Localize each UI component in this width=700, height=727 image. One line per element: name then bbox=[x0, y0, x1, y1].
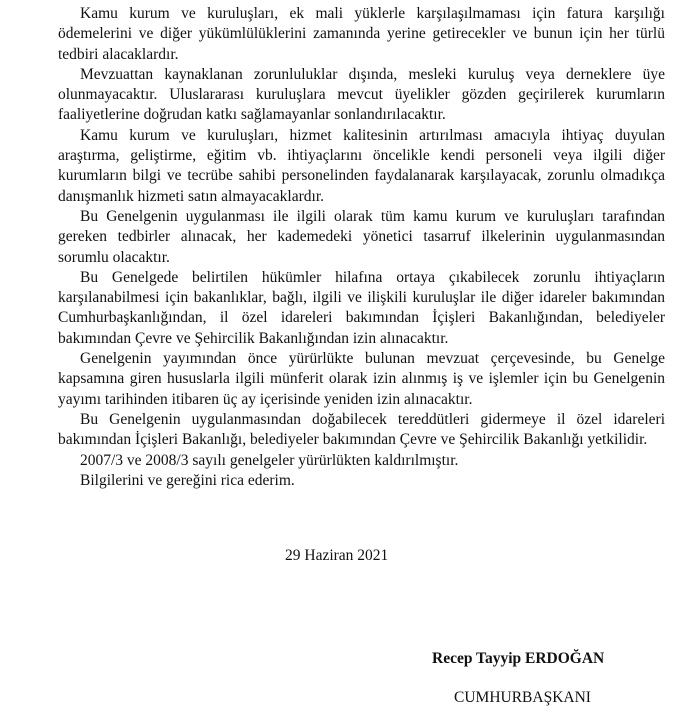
paragraph bbox=[58, 207, 665, 268]
text-line: kapsamına giren hususlarla ilgili münferit olarak izin alınmış iş ve işlemler için bu Genelgenin bbox=[58, 370, 665, 388]
text-line: Genelgenin yayımından önce yürürlükte bulunan mevzuat çerçevesinde, bu Genelge bbox=[80, 350, 665, 368]
text-line: faaliyetlerine doğrudan katkı sağlamayanlar sonlandırılacaktır. bbox=[58, 106, 446, 124]
text-line: yayımı tarihinden itibaren üç ay içerisinde yeniden izin alınacaktır. bbox=[58, 390, 473, 408]
paragraph bbox=[58, 268, 665, 349]
text-line: Kamu kurum ve kuruluşları, ek mali yüklerle karşılaşılmaması için fatura karşılığı bbox=[80, 5, 665, 22]
text-line: 2007/3 ve 2008/3 sayılı genelgeler yürürlükten kaldırılmıştır. bbox=[80, 451, 459, 469]
text-line: karşılanabilmesi için bakanlıklar, bağlı, ilgili ve ilişkili kuruluşlar ile diğer idareler bakımından bbox=[58, 289, 665, 307]
text-line: sorumlu olacaktır. bbox=[58, 248, 170, 266]
text-line: Cumhurbaşkanlığından, il özel idareleri bakımından İçişleri Bakanlığından, belediyeler bbox=[58, 309, 665, 327]
text-line: olunmayacaktır. Uluslararası kuruluşlara mevcut üyelikler gözden geçirilerek kurumların bbox=[58, 86, 665, 104]
text-line: kurumların bilgi ve tecrübe sahibi personelinden faydalanarak karşılayacak, zorunlu olmadıkça bbox=[58, 167, 665, 185]
paragraph bbox=[58, 65, 665, 126]
text-line: Bu Genelgenin uygulanmasından doğabilecek tereddütleri gidermeye il özel idareleri bbox=[80, 410, 665, 428]
paragraph bbox=[58, 451, 665, 471]
paragraph bbox=[58, 349, 665, 410]
paragraph bbox=[58, 4, 665, 65]
document-body bbox=[58, 4, 665, 491]
text-line: Bilgilerini ve gereğini rica ederim. bbox=[80, 471, 295, 489]
paragraph bbox=[58, 471, 665, 491]
paragraph bbox=[58, 410, 665, 451]
paragraph bbox=[58, 126, 665, 207]
text-line: tedbiri alacaklardır. bbox=[58, 45, 179, 63]
signatory-title: CUMHURBAŞKANI bbox=[454, 689, 591, 706]
text-line: ödemelerini ve diğer yükümlülüklerini zamanında yerine getirecekler ve bunun için her türlü bbox=[58, 25, 665, 43]
text-line: Bu Genelgede belirtilen hükümler hilafına ortaya çıkabilecek zorunlu ihtiyaçların bbox=[80, 268, 665, 286]
text-line: Kamu kurum ve kuruluşları, hizmet kalitesinin artırılması amacıyla ihtiyaç duyulan bbox=[80, 126, 665, 144]
text-line: Bu Genelgenin uygulanması ile ilgili olarak tüm kamu kurum ve kuruluşları tarafından bbox=[80, 207, 665, 225]
document-date: 29 Haziran 2021 bbox=[285, 547, 389, 564]
text-line: bakımından Çevre ve Şehircilik Bakanlığından izin alınacaktır. bbox=[58, 329, 449, 347]
signatory-name: Recep Tayyip ERDOĞAN bbox=[432, 650, 605, 667]
text-line: danışmanlık hizmeti satın almayacaklardır. bbox=[58, 187, 324, 205]
text-line: bakımından İçişleri Bakanlığı, belediyeler bakımından Çevre ve Şehircilik Bakanlığı yetkilidir. bbox=[58, 431, 648, 449]
text-line: gereken tedbirler alınacak, her kademedeki yönetici tasarruf ilkelerinin uygulanmasından bbox=[58, 228, 665, 246]
text-line: Mevzuattan kaynaklanan zorunluluklar dışında, mesleki kuruluş veya derneklere üye bbox=[80, 65, 665, 83]
text-line: araştırma, geliştirme, eğitim vb. ihtiyaçlarını öncelikle kendi personeli veya ilgili diğer bbox=[58, 147, 665, 165]
